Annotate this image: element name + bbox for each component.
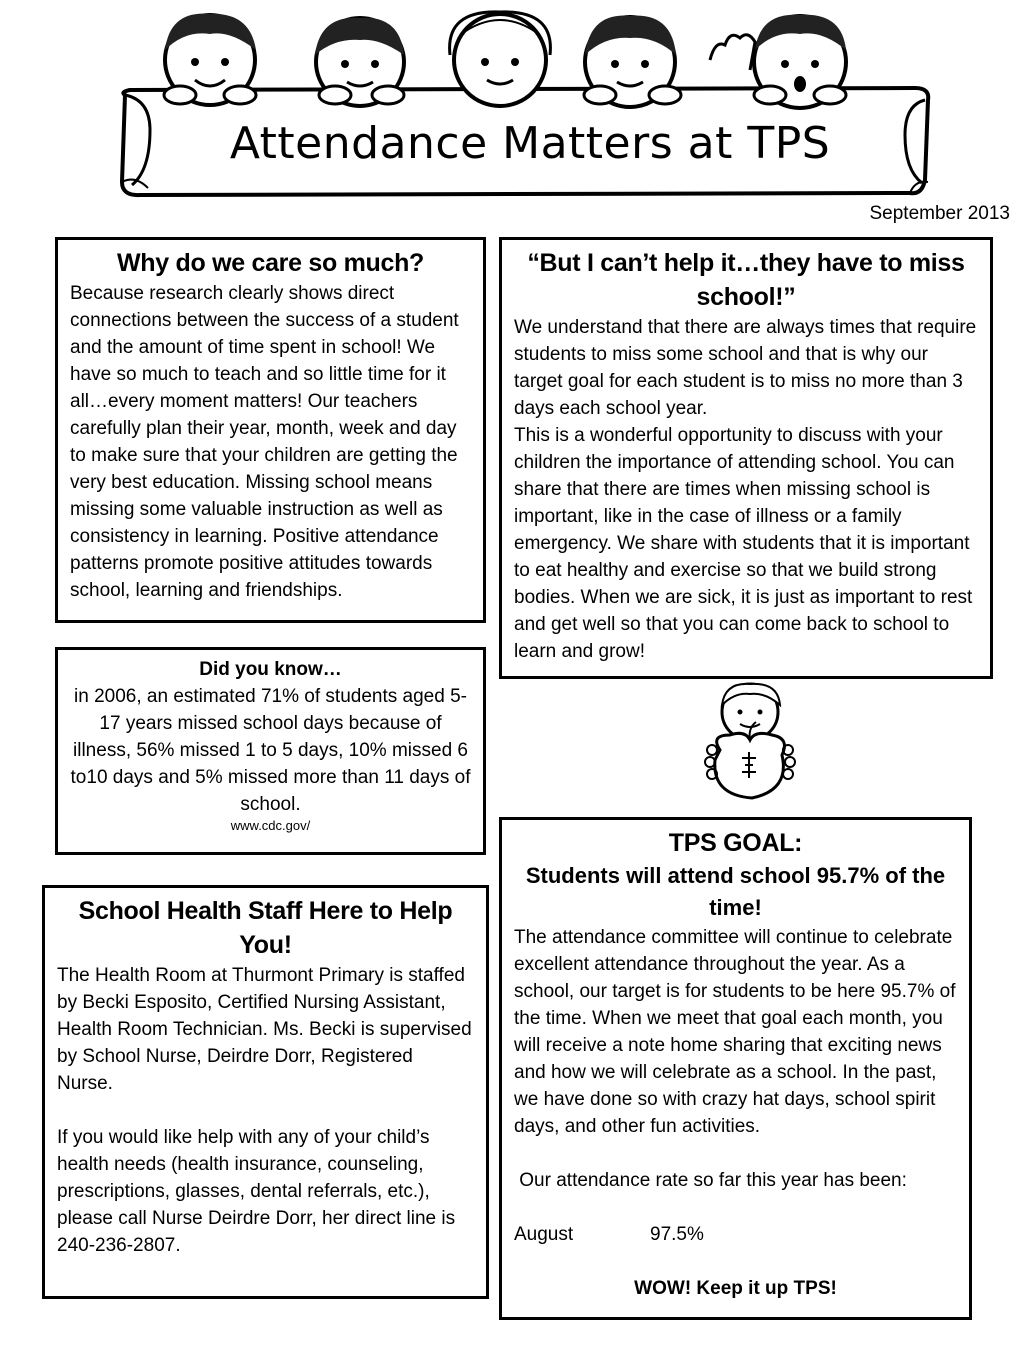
tps-goal-body: The attendance committee will continue to celebrate excellent attendance throughout the year. As a school, our target is for students to be here 95.7% of the time. When we meet that goal each month, you will receive a note home sharing that exciting news and how we will celebrate as a school. In the past, we have done so with crazy hat days, school spirit days, and other fun activities. <box>514 927 956 1137</box>
kid-with-apple-illustration <box>690 680 800 805</box>
attendance-rate-row <box>514 1221 957 1248</box>
attendance-rate-value: 97.5% <box>650 1224 704 1245</box>
why-care-heading: Why do we care so much? <box>116 249 425 277</box>
tps-goal-box <box>499 817 972 1320</box>
health-staff-heading: School Health Staff Here to Help You! <box>78 897 453 959</box>
tps-goal-heading: TPS GOAL: <box>668 829 803 857</box>
cant-help-para-1: We understand that there are always times that require students to miss some school and that is why our target goal for each student is to miss no more than 3 days each school year. <box>514 317 977 419</box>
tps-goal-closing: WOW! Keep it up TPS! <box>634 1278 837 1299</box>
kids-banner-illustration <box>110 0 940 205</box>
health-staff-box <box>42 885 489 1299</box>
health-staff-para-2: If you would like help with any of your child’s health needs (health insurance, counseling, prescriptions, glasses, dental referrals, etc.), please call Nurse Deirdre Dorr, her direct line is 240-236-2807. <box>57 1127 456 1256</box>
attendance-rate-intro: Our attendance rate so far this year has been: <box>514 1170 907 1191</box>
why-care-body: Because research clearly shows direct connections between the success of a student and the amount of time spent in school! We have so much to teach and so little time for it all…every moment matters! Our teachers carefully plan their year, month, week and day to make sure that your children are getting the very best education. Missing school means missing some valuable instruction as well as consistency in learning. Positive attendance patterns promote positive attitudes towards school, learning and friendships. <box>70 283 459 601</box>
newsletter-date: September 2013 <box>869 203 1010 224</box>
page-title: Attendance Matters at TPS <box>229 118 831 169</box>
did-you-know-heading: Did you know… <box>199 659 342 680</box>
tps-goal-subheading: Students will attend school 95.7% of the time! <box>525 863 946 920</box>
why-care-box <box>55 237 486 623</box>
did-you-know-box <box>55 647 486 855</box>
cant-help-box <box>499 237 993 679</box>
did-you-know-source: www.cdc.gov/ <box>230 818 311 833</box>
attendance-month: August <box>514 1224 574 1245</box>
cant-help-heading: “But I can’t help it…they have to miss school!” <box>527 249 965 311</box>
did-you-know-body: in 2006, an estimated 71% of students aged 5-17 years missed school days because of illness, 56% missed 1 to 5 days, 10% missed 6 to10 days and 5% missed more than 11 days of school. <box>70 686 471 815</box>
health-staff-para-1: The Health Room at Thurmont Primary is staffed by Becki Esposito, Certified Nursing Assistant, Health Room Technician. Ms. Becki is supervised by School Nurse, Deirdre Dorr, Registered Nurse. <box>57 965 472 1094</box>
cant-help-para-2: This is a wonderful opportunity to discuss with your children the importance of attending school. You can share that there are times when missing school is important, like in the case of illness or a family emergency. We share with students that it is important to eat healthy and exercise so that we build strong bodies. When we are sick, it is just as important to rest and get well so that you can come back to school to learn and grow! <box>514 425 973 662</box>
